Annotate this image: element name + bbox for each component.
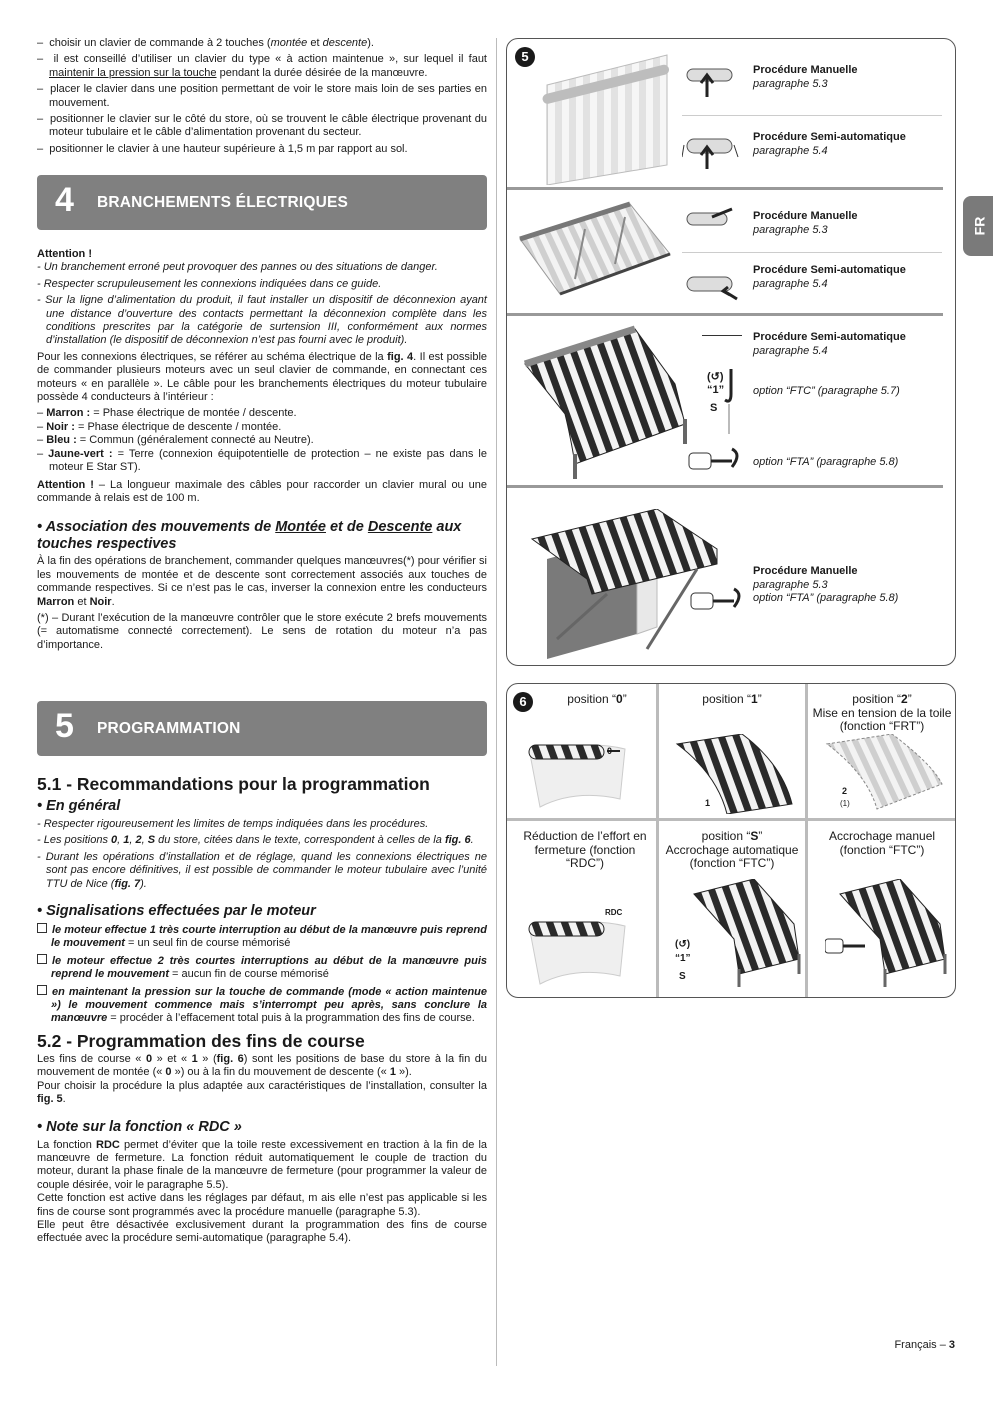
paragraph: La fonction RDC permet d’éviter que la toile reste excessivement en traction à la fin de la manœuvre de fermeture. La fonction réduit automatiquement le couple de traction du moteur, durant la phase finale de la manœuvre de fermeture (pour programmer la valeur de couple désirée, voir le paragraphe 5.5). (37, 1138, 487, 1191)
section-number: 4 (55, 181, 74, 219)
list-item: - Sur la ligne d’alimentation du produit, il faut installer un dispositif de déconnexion ayant une distance d’ouverture des contacts permettant la déconnexion complète dans les conditions prescrites par la catégorie de surtension III, conformément aux normes d’installation (le dispositif de déconnexion n’est pas fourni avec le produit). (37, 294, 487, 347)
section-title: PROGRAMMATION (97, 720, 241, 737)
label-semi: Procédure Semi-automatique paragraphe 5.4 (753, 264, 906, 290)
intro-list (37, 37, 487, 159)
paragraph: Cette fonction est active dans les réglages par défaut, m ais elle n’est pas applicable si les fins de course sont programmés avec la procédure manuelle (paragraphe 5.3). (37, 1192, 487, 1218)
awning-manual-illustration (825, 879, 950, 989)
paragraph: À la fin des opérations de branchement, commander quelques manœuvres(*) pour vérifier si les mouvements de montée et de descente sont correctement associés aux touches de commande respectives. Si ce n’est pas le cas, inverser la connexion entre les conducteurs Marron et Noir. (37, 555, 487, 608)
cell-position-0: position “0” (567, 692, 627, 706)
label-manual: Procédure Manuelle paragraphe 5.3 option “FTA” (paragraphe 5.8) (753, 565, 899, 604)
motor-up-icon (682, 59, 742, 99)
label-position-1: “1” (675, 953, 691, 964)
section-5-header (37, 701, 487, 756)
subheading: • Association des mouvements de Montée et de Descente aux touches respectives (37, 519, 462, 553)
separator (507, 187, 943, 190)
list-item: le moteur effectue 2 très courtes interruptions au début de la manœuvre puis reprend le mouvement = aucun fin de course mémorisé (37, 954, 487, 982)
section-title: BRANCHEMENTS ÉLECTRIQUES (97, 194, 349, 211)
list-item: - Les positions 0, 1, 2, S du store, citées dans le texte, correspondent à celles de la fig. 6. (37, 834, 474, 847)
list-item: en maintenant la pression sur la touche de commande (mode « action maintenue ») le mouvement commence mais s’interrompt peu après, sans conclure la manœuvre = procéder à l’effacement total puis à la programmation des fins de course. (37, 985, 487, 1026)
motor-semi-icon (682, 267, 742, 307)
list-item: – choisir un clavier de commande à 2 touches (montée et descente). (37, 37, 374, 49)
section-number: 5 (55, 707, 74, 745)
roller-blind-illustration (527, 45, 677, 185)
cell-manual: Accrochage manuel (fonction “FTC”) (828, 829, 936, 857)
label-ftc: option “FTC” (paragraphe 5.7) (753, 385, 900, 397)
separator (507, 485, 943, 488)
folding-arm-awning-illustration (515, 199, 675, 309)
list-item: le moteur effectue 1 très courte interruption au début de la manœuvre puis reprend le mouvement = un seul fin de course mémorisé (37, 923, 487, 951)
motor-semi-icon (682, 131, 742, 171)
subheading: • En général (37, 798, 121, 814)
wire-item: – Bleu : = Commun (généralement connecté au Neutre). (37, 434, 314, 447)
label-manual: Procédure Manuelle paragraphe 5.3 (753, 64, 858, 90)
label-2-note: (1) (840, 799, 850, 808)
column-divider (496, 38, 497, 1366)
awning-position-1-illustration (672, 734, 797, 814)
label-1: 1 (705, 798, 711, 808)
paragraph: Pour les connexions électriques, se référer au schéma électrique de la fig. 4. Il est possible de commander plusieurs moteurs avec un seul clavier de commande, en connectant ces moteurs « en parallèle ». Le câble pour les branchements électriques du moteur tubulaire possède 4 conducteurs à l’intérieur : (37, 350, 488, 404)
motor-up-icon (682, 207, 742, 237)
label-position-s: S (679, 971, 686, 982)
awning-position-s-illustration (689, 879, 809, 989)
section-4-body (37, 248, 487, 655)
label-semi: Procédure Semi-automatique paragraphe 5.4 (753, 131, 906, 157)
awning-rdc-illustration (525, 906, 650, 986)
hand-hook-icon (687, 439, 747, 479)
paragraph: Elle peut être désactivée exclusivement durant la programmation des fins de course effectuée avec la procédure semi-automatique (paragraphe 5.4). (37, 1218, 487, 1245)
list-item: – il est conseillé d’utiliser un clavier du type « à action maintenue », sur lequel il faut maintenir la pression sur la touche pendant la durée désirée de la manœuvre. (37, 53, 487, 79)
cell-position-1: position “1” (702, 692, 762, 706)
list-item: - Un branchement erroné peut provoquer des pannes ou des situations de danger. (37, 261, 438, 274)
list-item: - Respecter rigoureusement les limites de temps indiquées dans les procédures. (37, 818, 429, 830)
footnote: (*) – Durant l’exécution de la manœuvre contrôler que le store exécute 2 brefs mouvements (= automatisme connecté correctement). Le sens de rotation du moteur n’a pas d’importance. (37, 611, 487, 651)
subheading: • Signalisations effectuées par le moteur (37, 903, 316, 920)
paragraph: Les fins de course « 0 » et « 1 » (fig. 6) sont les positions de base du store à la fin du mouvement de montée (« 0 ») ou à la fin du mouvement de descente (« 1 »). (37, 1052, 487, 1079)
label-fta: option “FTA” (paragraphe 5.8) (753, 456, 899, 468)
page-footer: Français – 3 (894, 1339, 955, 1351)
list-item: – placer le clavier dans une position permettant de voir le store mais loin de ses parties en mouvement. (37, 83, 488, 109)
dome-awning-illustration (515, 324, 690, 484)
wire-item: – Marron : = Phase électrique de montée / descente. (37, 407, 297, 420)
list-item: – positionner le clavier sur le côté du store, où se trouvent le câble électrique provenant du moteur tubulaire et le câble d’alimentation provenant du secteur. (37, 113, 487, 139)
label-position-s: S (710, 402, 718, 414)
figure-6 (506, 683, 956, 998)
paragraph: Pour choisir la procédure la plus adaptée aux caractéristiques de l’installation, consulter la fig. 5. (37, 1079, 487, 1106)
label-manual: Procédure Manuelle paragraphe 5.3 (753, 210, 858, 236)
list-item: - Respecter scrupuleusement les connexions indiquées dans ce guide. (37, 277, 382, 290)
label-0: 0 (607, 746, 613, 756)
attention-title: Attention ! (37, 248, 92, 260)
figure-badge: 6 (513, 692, 533, 712)
hook-icon (721, 364, 741, 434)
list-item: – positionner le clavier à une hauteur supérieure à 1,5 m par rapport au sol. (37, 142, 408, 155)
separator (507, 313, 943, 316)
cell-position-s: position “S” Accrochage automatique (fonction “FTC”) (665, 829, 799, 870)
paragraph: Attention ! – La longueur maximale des câbles pour raccorder un clavier mural ou une commande à relais est de 100 m. (37, 478, 488, 504)
subheading: • Note sur la fonction « RDC » (37, 1118, 242, 1135)
label-position-1: “1” (707, 384, 725, 396)
rotate-symbol: (↺) (707, 371, 724, 383)
label-semi: Procédure Semi-automatique paragraphe 5.4 (753, 331, 906, 357)
section-4-header (37, 175, 487, 230)
figure-5 (506, 38, 956, 666)
wire-item: – Noir : = Phase électrique de descente / montée. (37, 420, 282, 433)
wire-item: – Jaune-vert : = Terre (connexion équipotentielle de protection – ne existe pas dans le moteur E Star ST). (37, 447, 487, 474)
awning-position-0-illustration (525, 729, 650, 809)
language-tab: FR (963, 196, 993, 256)
label-2: 2 (842, 786, 848, 796)
hand-hook-icon (689, 579, 744, 619)
section-5-body (37, 774, 487, 1246)
figure-badge: 5 (515, 47, 535, 67)
heading-5-1: 5.1 - Recommandations pour la programmation (37, 774, 430, 794)
rotate-symbol: (↺) (675, 939, 691, 950)
list-item: - Durant les opérations d’installation et de réglage, quand les connexions électriques ne sont pas encore définitives, il est possible de commander le moteur tubulaire avec l’unité TTU de Nice (fig. 7). (37, 850, 487, 890)
cell-position-2: position “2” Mise en tension de la toile (fonction “FRT”) (812, 692, 952, 733)
label-rdc: RDC (605, 908, 623, 917)
cell-rdc: Réduction de l’effort en fermeture (fonction “RDC”) (523, 829, 647, 870)
heading-5-2: 5.2 - Programmation des fins de course (37, 1030, 365, 1051)
